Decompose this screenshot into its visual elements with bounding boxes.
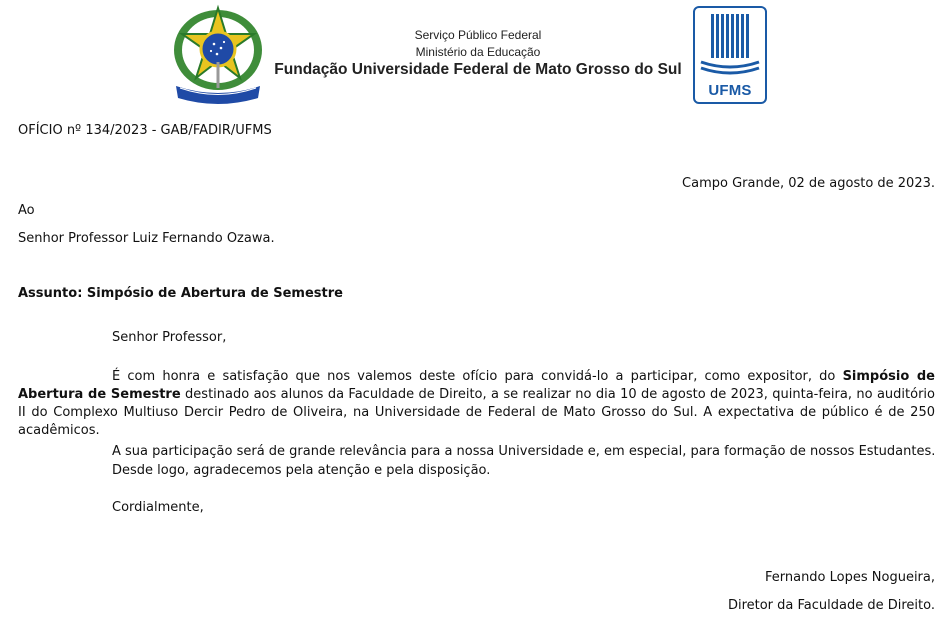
signer-name: Fernando Lopes Nogueira, (764, 570, 935, 585)
ufms-logo-text: UFMS (708, 82, 752, 99)
recipient-name: Senhor Professor Luiz Fernando Ozawa. (18, 231, 275, 246)
event-name: Simpósio de Abertura de Semestre (18, 369, 935, 402)
ufms-building-icon (695, 10, 765, 80)
signer-title: Diretor da Faculdade de Direito. (727, 598, 935, 613)
place-date: Campo Grande, 02 de agosto de 2023. (682, 176, 935, 191)
ufms-logo (693, 6, 767, 104)
paragraph-text-start: É com honra e satisfação que nos valemos deste ofício para convidá-lo a participar, como expositor, do (112, 369, 843, 384)
paragraph-text-end: destinado aos alunos da Faculdade de Direito, a se realizar no dia 10 de agosto de 2023, quinta-feira, no auditório II do Complexo Multiuso Dercir Pedro de Oliveira, na Universidade de Federal de Mato Grosso do Sul. A expectativa de público é de 250 acadêmicos. (18, 387, 935, 438)
invitation-paragraph (18, 368, 935, 440)
addressee-prefix: Ao (18, 203, 35, 218)
relevance-paragraph: A sua participação será de grande relevância para a nossa Universidade e, em especial, para formação de nossos Estudantes. (112, 444, 936, 459)
header-line-service: Serviço Público Federal (414, 28, 542, 42)
thanks-paragraph: Desde logo, agradecemos pela atenção e pela disposição. (112, 463, 491, 478)
header-line-foundation: Fundação Universidade Federal de Mato Grosso do Sul (274, 61, 682, 78)
header-line-ministry: Ministério da Educação (415, 45, 541, 59)
subject-line: Assunto: Simpósio de Abertura de Semestre (18, 286, 343, 301)
brazil-coat-of-arms-icon (168, 4, 268, 108)
closing: Cordialmente, (112, 500, 204, 515)
greeting: Senhor Professor, (112, 330, 227, 345)
oficio-number: OFÍCIO nº 134/2023 - GAB/FADIR/UFMS (18, 123, 272, 138)
